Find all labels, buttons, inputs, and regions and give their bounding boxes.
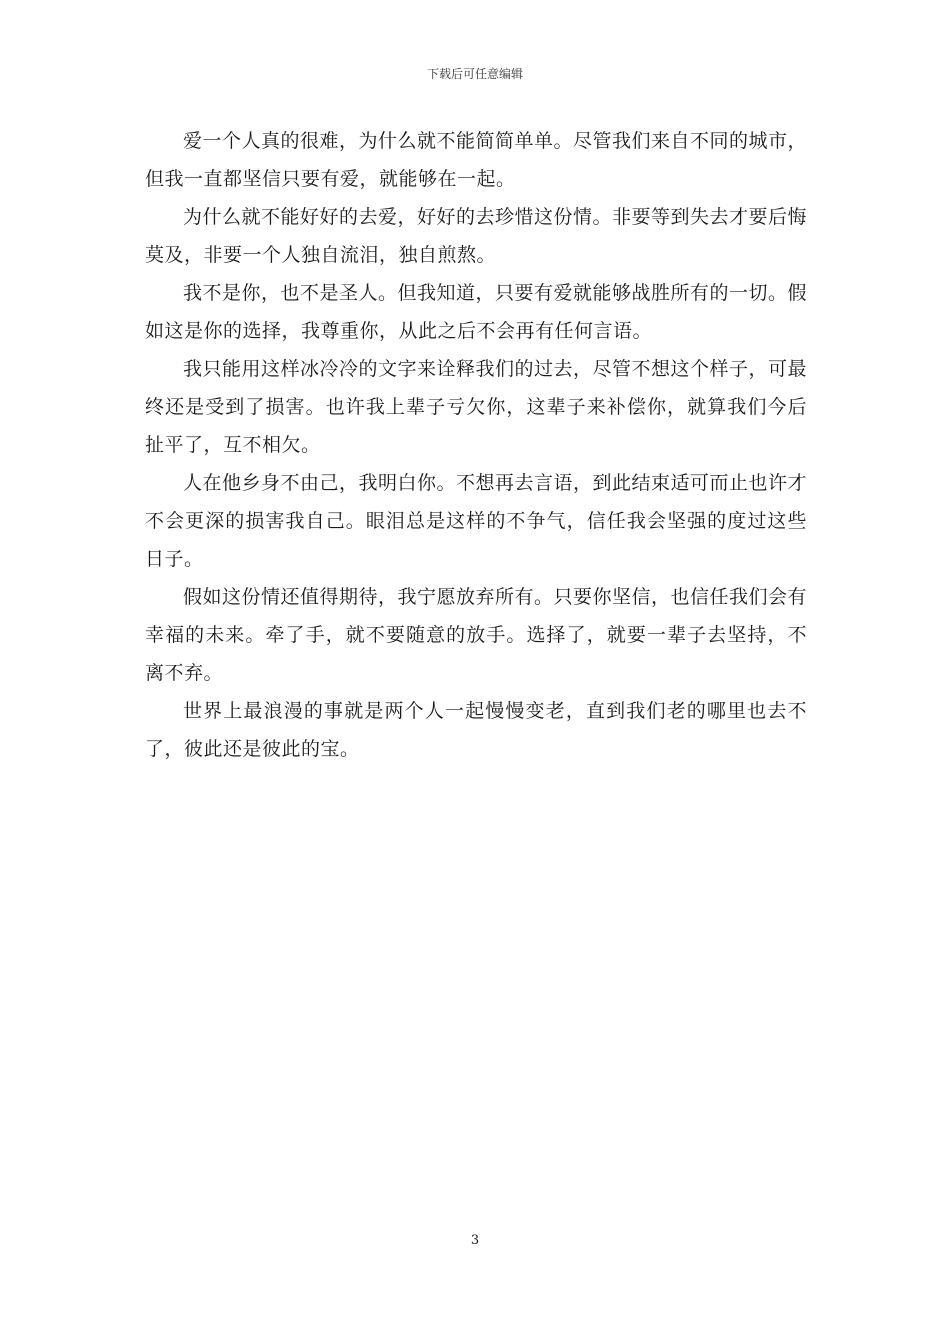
paragraph-1: 爱一个人真的很难，为什么就不能简简单单。尽管我们来自不同的城市，但我一直都坚信只要有爱，就能够在一起。 xyxy=(145,130,808,190)
page-number: 3 xyxy=(470,1233,480,1248)
page-header: 下载后可任意编辑 xyxy=(426,67,523,81)
paragraph-5: 人在他乡身不由己，我明白你。不想再去言语，到此结束适可而止也许才不会更深的损害我自己。眼泪总是这样的不争气，信任我会坚强的度过这些日子。 xyxy=(145,472,808,570)
paragraph-7: 世界上最浪漫的事就是两个人一起慢慢变老，直到我们老的哪里也去不了，彼此还是彼此的宝。 xyxy=(145,700,807,760)
paragraph-6: 假如这份情还值得期待，我宁愿放弃所有。只要你坚信，也信任我们会有幸福的未来。牵了手，就不要随意的放手。选择了，就要一辈子去坚持，不离不弃。 xyxy=(145,586,808,684)
paragraph-4: 我只能用这样冰冷冷的文字来诠释我们的过去，尽管不想这个样子，可最终还是受到了损害。也许我上辈子亏欠你，这辈子来补偿你，就算我们今后扯平了，互不相欠。 xyxy=(145,358,808,456)
document-body xyxy=(145,122,807,768)
paragraph-2: 为什么就不能好好的去爱，好好的去珍惜这份情。非要等到失去才要后悔莫及，非要一个人独自流泪，独自煎熬。 xyxy=(145,206,808,266)
paragraph-3: 我不是你，也不是圣人。但我知道，只要有爱就能够战胜所有的一切。假如这是你的选择，我尊重你，从此之后不会再有任何言语。 xyxy=(145,282,808,342)
